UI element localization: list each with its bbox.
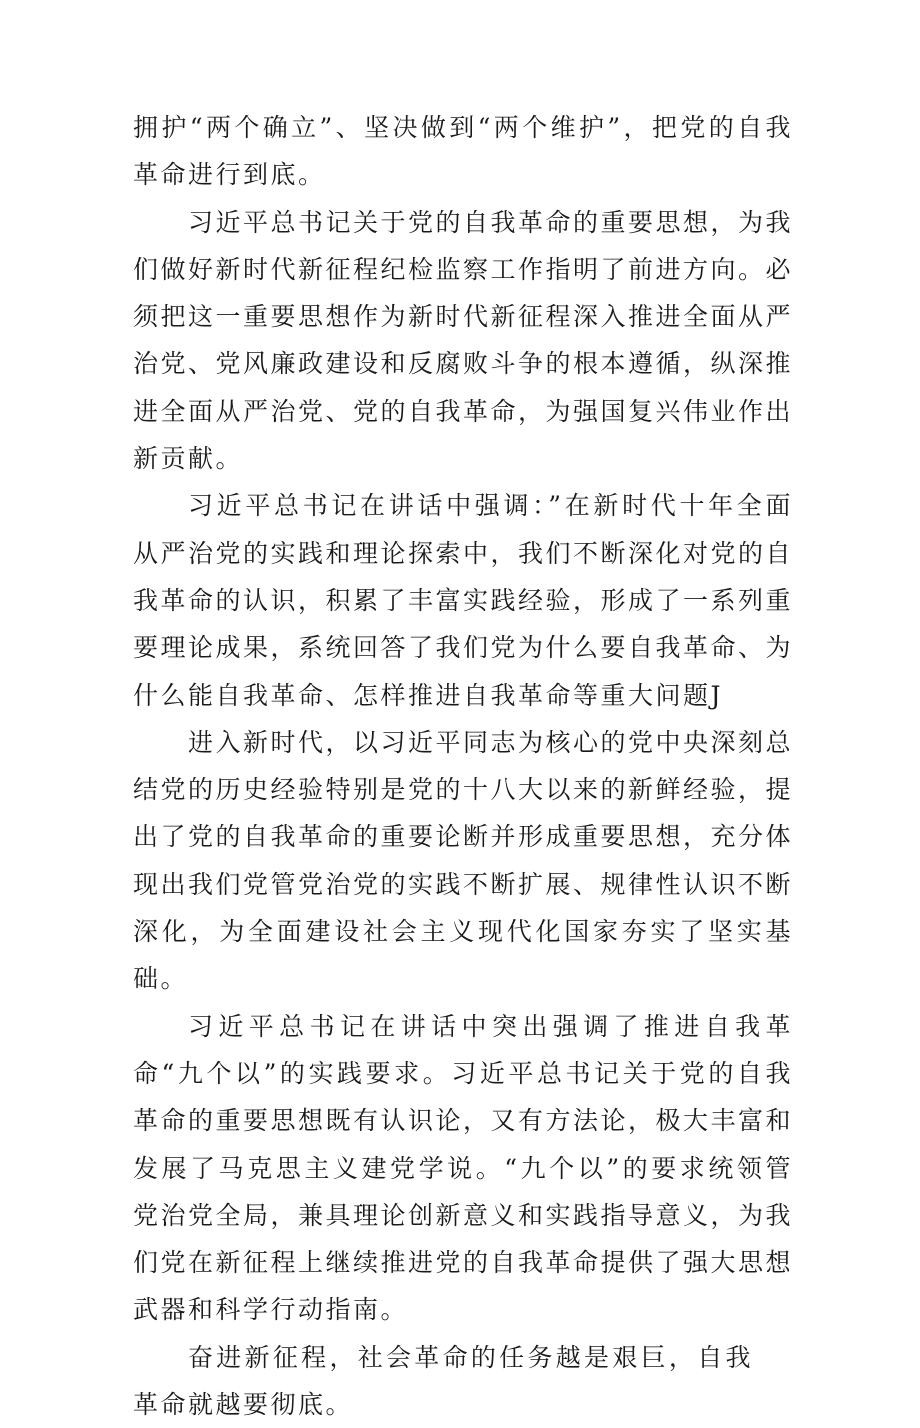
paragraph-thought-guidance: 习近平总书记关于党的自我革命的重要思想，为我们做好新时代新征程纪检监察工作指明了前进方向。必须把这一重要思想作为新时代新征程深入推进全面从严治党、党风廉政建设和反腐败斗争的根本遵循，纵深推进全面从严治党、党的自我革命，为强国复兴伟业作出新贡献。 bbox=[133, 207, 794, 474]
paragraph-closing: 奋进新征程，社会革命的任务越是艰巨，自我革命就越要彻底。 bbox=[133, 1342, 753, 1420]
paragraph-nine-requirements: 习近平总书记在讲话中突出强调了推进自我革命“九个以”的实践要求。习近平总书记关于党的自我革命的重要思想既有认识论，又有方法论，极大丰富和发展了马克思主义建党学说。“九个以”的要求统领管党治党全局，兼具理论创新意义和实践指导意义，为我们党在新征程上继续推进党的自我革命提供了强大思想武器和科学行动指南。 bbox=[133, 1011, 794, 1325]
paragraph-new-era: 进入新时代，以习近平同志为核心的党中央深刻总结党的历史经验特别是党的十八大以来的新鲜经验，提出了党的自我革命的重要论断并形成重要思想，充分体现出我们党管党治党的实践不断扩展、规律性认识不断深化，为全面建设社会主义现代化国家夯实了坚实基础。 bbox=[133, 727, 794, 994]
article-body bbox=[133, 104, 793, 1428]
paragraph-speech-quote: 习近平总书记在讲话中强调：”在新时代十年全面从严治党的实践和理论探索中，我们不断深化对党的自我革命的认识，积累了丰富实践经验，形成了一系列重要理论成果，系统回答了我们党为什么要自我革命、为什么能自我革命、怎样推进自我革命等重大问题J bbox=[133, 491, 794, 710]
paragraph-continuation: 拥护“两个确立”、坚决做到“两个维护”，把党的自我革命进行到底。 bbox=[133, 113, 793, 190]
